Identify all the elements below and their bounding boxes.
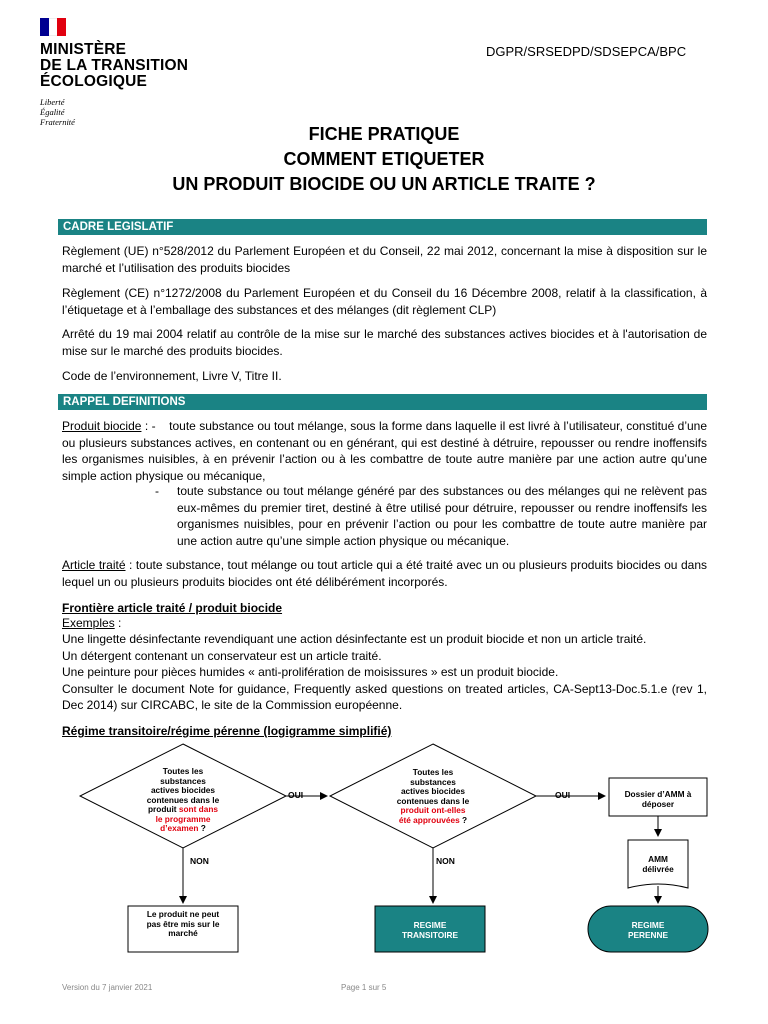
paragraph: Règlement (CE) n°1272/2008 du Parlement Européen et du Conseil du 16 Décembre 2008, relatif à la classification, à l’étiquetage et à l’emballage des substances et des mélanges (dit règlement CLP) (62, 286, 707, 317)
footer-page-number: Page 1 sur 5 (341, 983, 387, 992)
example-line: Une peinture pour pièces humides « anti-prolifération de moisissures » est un produit biocide. (62, 665, 559, 679)
diamond-highlight: produit ont-elles (400, 805, 466, 815)
dash-mark: - (155, 484, 159, 498)
label-oui-1: OUI (288, 790, 304, 800)
motto-line: Fraternité (40, 117, 75, 127)
box-line: délivrée (642, 863, 674, 874)
example-line: Une lingette désinfectante revendiquant une action désinfectante est un produit biocide et non un article traité. (62, 632, 647, 646)
box-line: déposer (641, 798, 675, 809)
box-dossier-text (609, 790, 707, 809)
ministry-logo-text (40, 42, 188, 90)
examples-label-text: Exemples (62, 616, 115, 630)
diamond-line: produit (147, 804, 179, 814)
example-line: Consulter le document Note for guidance, Frequently asked questions on treated articles, CA-Sept13-Doc.5.1.e (rev 1, Dec 2014) sur CIRCABC, le site de la Commission européenne. (62, 681, 707, 712)
title-line: COMMENT ETIQUETER (283, 149, 485, 169)
diamond-line: substances (160, 775, 206, 786)
diamond-highlight: le programme (155, 813, 211, 824)
diamond-line: contenues dans le (146, 794, 220, 805)
definition-text: toute substance ou tout mélange, sous la forme dans laquelle il est livré à l’utilisateur, constitué d’une ou plusieurs substances actives, en contenant ou en générant, qui est destiné à détruire, repousser ou rendre inoffensifs les organismes nuisibles, à en prévenir l’action ou à les combattre de toute autre manière par une action autre qu’une simple action physique ou mécanique, (62, 419, 708, 483)
box-line: Le produit ne peut (146, 909, 220, 919)
box-line: Dossier d’AMM à (624, 789, 692, 799)
definition-text: : toute substance, tout mélange ou tout article qui a été traité avec un ou plusieurs produits biocides ou dans lequel un ou plusieurs produits biocides ont été délibérément incorporés. (62, 558, 707, 589)
diamond-highlight: d’examen (160, 823, 199, 833)
motto-line: Liberté (40, 97, 65, 107)
diamond-suffix: ? (459, 814, 468, 825)
title-line: UN PRODUIT BIOCIDE OU UN ARTICLE TRAITE ? (172, 174, 596, 194)
box-line: marché (168, 928, 198, 938)
french-flag-icon (40, 18, 66, 36)
examples-label-suffix: : (114, 616, 122, 630)
diamond-line: contenues dans le (396, 795, 470, 806)
box-line: pas être mis sur le (146, 918, 220, 929)
box-perenne-text (588, 921, 708, 940)
diamond-line: actives biocides (400, 786, 466, 796)
definition-text-second-dash: toute substance ou tout mélange généré par des substances ou des mélanges qui ne relèvent pas eux-mêmes du premier tiret, destiné à être utilisé pour détruire, repousser ou rendre inoffensifs les organismes nuisibles, pour en prévenir l’action ou pour les combattre de toute autre manière par une action autre qu’une simple action physique ou mécanique. (177, 484, 707, 548)
page-title (0, 122, 768, 197)
section-heading-cadre: CADRE LEGISLATIF (58, 219, 707, 235)
ministry-line: MINISTÈRE (40, 41, 127, 58)
example-line: Un détergent contenant un conservateur est un article traité. (62, 648, 382, 663)
term-separator: : - (141, 419, 156, 433)
diamond-highlight: sont dans (178, 804, 219, 814)
examples-label (62, 615, 707, 632)
label-non-2: NON (436, 856, 455, 866)
examples-list (62, 631, 707, 714)
box-line: REGIME (631, 920, 665, 930)
box-amm-text (628, 855, 688, 874)
paragraph: Arrêté du 19 mai 2004 relatif au contrôle de la mise sur le marché des substances actives biocides et à l'autorisation de mise sur le marché des produits biocides. (62, 327, 707, 358)
paragraph: Code de l’environnement, Livre V, Titre II. (62, 369, 282, 383)
box-line: REGIME (413, 920, 447, 930)
term-article-traite: Article traité (62, 558, 126, 572)
label-oui-2: OUI (555, 790, 571, 800)
diamond-line: Toutes les (162, 766, 204, 776)
motto-line: Égalité (40, 107, 65, 117)
subheading-regime: Régime transitoire/régime pérenne (logigramme simplifié) (62, 724, 392, 738)
footer-version: Version du 7 janvier 2021 (62, 983, 153, 992)
diamond-2-text (378, 768, 488, 825)
term-produit-biocide: Produit biocide (62, 419, 142, 433)
box-transitoire-text (375, 921, 485, 940)
diamond-suffix: ? (198, 823, 206, 833)
title-line: FICHE PRATIQUE (308, 124, 460, 144)
box-interdit-text (128, 910, 238, 939)
definition-produit-biocide (62, 418, 707, 484)
diamond-line: substances (410, 776, 456, 787)
diamond-line: Toutes les (412, 767, 454, 777)
diamond-line: actives biocides (150, 785, 216, 795)
paragraph: Règlement (UE) n°528/2012 du Parlement Européen et du Conseil, 22 mai 2012, concernant la mise à disposition sur le marché et l’utilisation des produits biocides (62, 244, 707, 275)
definition-article-traite (62, 557, 707, 590)
box-line: TRANSITOIRE (401, 929, 459, 940)
ministry-line: DE LA TRANSITION (40, 57, 189, 74)
ministry-line: ÉCOLOGIQUE (40, 73, 148, 90)
box-line: PERENNE (627, 929, 669, 940)
document-reference: DGPR/SRSEDPD/SDSEPCA/BPC (486, 44, 687, 59)
diamond-1-text (128, 767, 238, 834)
section-heading-definitions: RAPPEL DEFINITIONS (58, 394, 707, 410)
diamond-highlight: été approuvées (398, 814, 460, 825)
subheading-frontiere: Frontière article traité / produit biocide (62, 601, 283, 615)
label-non-1: NON (190, 856, 209, 866)
box-line: AMM (648, 854, 668, 864)
